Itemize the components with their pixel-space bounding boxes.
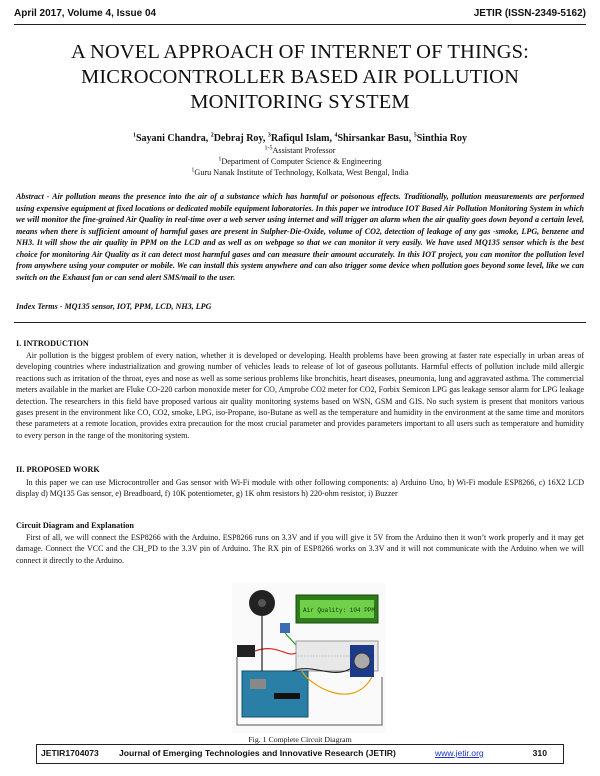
- abstract-rule: [14, 322, 586, 323]
- potentiometer: [280, 623, 290, 633]
- index-terms: Index Terms - MQ135 sensor, IOT, PPM, LCD, NH3, LPG: [16, 302, 212, 311]
- mq135-sensor: [354, 653, 370, 669]
- intro-heading: I. INTRODUCTION: [16, 339, 89, 348]
- author-list: [20, 133, 580, 144]
- circuit-paragraph: First of all, we will connect the ESP8266 with the Arduino. ESP8266 runs on 3.3V and if you will give it 5V from the Arduino then it won’t work properly and it may get damage. Connect the VCC and the CH_PD to the 3.3V pin of Arduino. The RX pin of ESP8266 works on 3.3V and it will not communicate with the Arduino when we will connect it directly to the Arduino.: [16, 533, 584, 565]
- proposed-heading: II. PROPOSED WORK: [16, 465, 100, 474]
- inst-index: 1: [191, 167, 195, 174]
- author-5-index: 5: [413, 132, 417, 139]
- abstract: Abstract - Air pollution means the presence into the air of a substance which has harmful or poisonous effects. Traditionally, pollution measurements are performed using expensive equipment at fixed locations or dedicated mobile equipment laboratories. In this paper we introduce IOT Based Air Pollution Monitoring System in which we will monitor the fine-grained Air Quality in real-time over a web server using internet and will trigger an alarm when the air quality goes down beyond a certain level, means when there is sufficient amount of harmful gases are present in Sulpher-Die-Oxide, volume of CO2, detection of leakage of any gas -smoke, LPG, benzene and NH3. It will show the air quality in PPM on the LCD and as well as on webpage so that we can monitor it very easily. We have used MQ135 sensor which is the best choice for monitoring Air Quality as it can detect most harmful gases and can measure their amount accurately. In this IOT project, you can monitor the pollution level from anywhere using your computer or mobile. We can install this system anywhere and can also trigger some device when pollution goes beyond some level, like we can switch on the Exhaust fan or can send alert SMS/mail to the user.: [16, 192, 584, 282]
- title-line-3: MONITORING SYSTEM: [190, 91, 410, 113]
- running-header: [14, 8, 586, 22]
- dept-index: 1: [218, 156, 222, 163]
- esp8266-module: [237, 645, 255, 657]
- author-4: Shirsankar Basu,: [337, 133, 414, 144]
- buzzer-center: [258, 599, 266, 607]
- role-text: Assistant Professor: [272, 146, 336, 155]
- lcd-text: Air Quality: 104 PPM: [303, 607, 376, 614]
- affiliation-role: [20, 146, 580, 155]
- author-1-index: 1: [132, 132, 136, 139]
- author-5: Sinthia Roy: [416, 133, 468, 144]
- author-3: Rafiqul Islam,: [270, 133, 335, 144]
- author-4-index: 4: [334, 132, 338, 139]
- paper-title: [20, 40, 580, 115]
- role-index: 1-5: [264, 145, 273, 152]
- circuit-heading: Circuit Diagram and Explanation: [16, 521, 134, 530]
- affiliation-institute: [20, 168, 580, 177]
- author-1: Sayani Chandra,: [135, 133, 211, 144]
- header-rule: [14, 24, 586, 25]
- inst-text: Guru Nanak Institute of Technology, Kolkata, West Bengal, India: [194, 168, 409, 177]
- intro-paragraph: Air pollution is the biggest problem of every nation, whether it is developed or developing. Health problems have been growing at faster rate especially in urban areas of developing countries where industrialization and growing number of vehicles leads to release of lot of gaseous pollutants. Harmful effects of pollution include mild allergic reactions such as irritation of the throat, eyes and nose as well as some serious problems like bronchitis, heart diseases, pneumonia, lung and aggravated asthma. The commercial meters available in the market are Fluke CO-220 carbon monoxide meter for CO, Amprobe CO2 meter for CO2, Forbix Semicon LPG gas leakage sensor alarm for LPG leakage detection. The researchers in this field have proposed various air quality monitoring systems based on WSN, GSM and GIS. No such system is present that monitors various gases present in the environment like CO, CO2, smoke, LPG, iso-Propane, iso-Butane as well as the temperature and humidity in the environment at the same time and monitors these parameters at a remote location, provides extra precaution for the most crucial parameter and provides parameters important to all users such as temperature and humidity to every person in the range of the monitoring system.: [16, 351, 584, 440]
- author-3-index: 3: [267, 132, 271, 139]
- page-footer: [36, 744, 564, 764]
- issue-info: April 2017, Volume 4, Issue 04: [14, 8, 157, 19]
- usb-port: [250, 679, 266, 689]
- journal-link[interactable]: www.jetir.org: [435, 748, 484, 758]
- author-2: Debraj Roy,: [213, 133, 268, 144]
- circuit-diagram: [232, 583, 386, 733]
- author-2-index: 2: [210, 132, 214, 139]
- page-number: 310: [532, 748, 547, 758]
- figure-caption: Fig. 1 Complete Circuit Diagram: [248, 735, 352, 744]
- title-line-2: MICROCONTROLLER BASED AIR POLLUTION: [81, 66, 519, 88]
- proposed-paragraph: In this paper we can use Microcontroller and Gas sensor with Wi-Fi module with other following components: a) Arduino Uno, b) Wi-Fi module ESP8266, c) 16X2 LCD display d) MQ135 Gas sensor, e) Breadboard, f) 10K potentiometer, g) 1K ohm resistors h) 220-ohm resistor, i) Buzzer: [16, 478, 584, 499]
- affiliation-department: [20, 157, 580, 166]
- journal-name: Journal of Emerging Technologies and Innovative Research (JETIR): [119, 748, 396, 758]
- dept-text: Department of Computer Science & Engineering: [221, 157, 382, 166]
- article-id: JETIR1704073: [41, 748, 99, 758]
- issn-info: JETIR (ISSN-2349-5162): [473, 8, 586, 19]
- title-line-1: A NOVEL APPROACH OF INTERNET OF THINGS:: [71, 41, 529, 63]
- microcontroller-chip: [274, 693, 300, 699]
